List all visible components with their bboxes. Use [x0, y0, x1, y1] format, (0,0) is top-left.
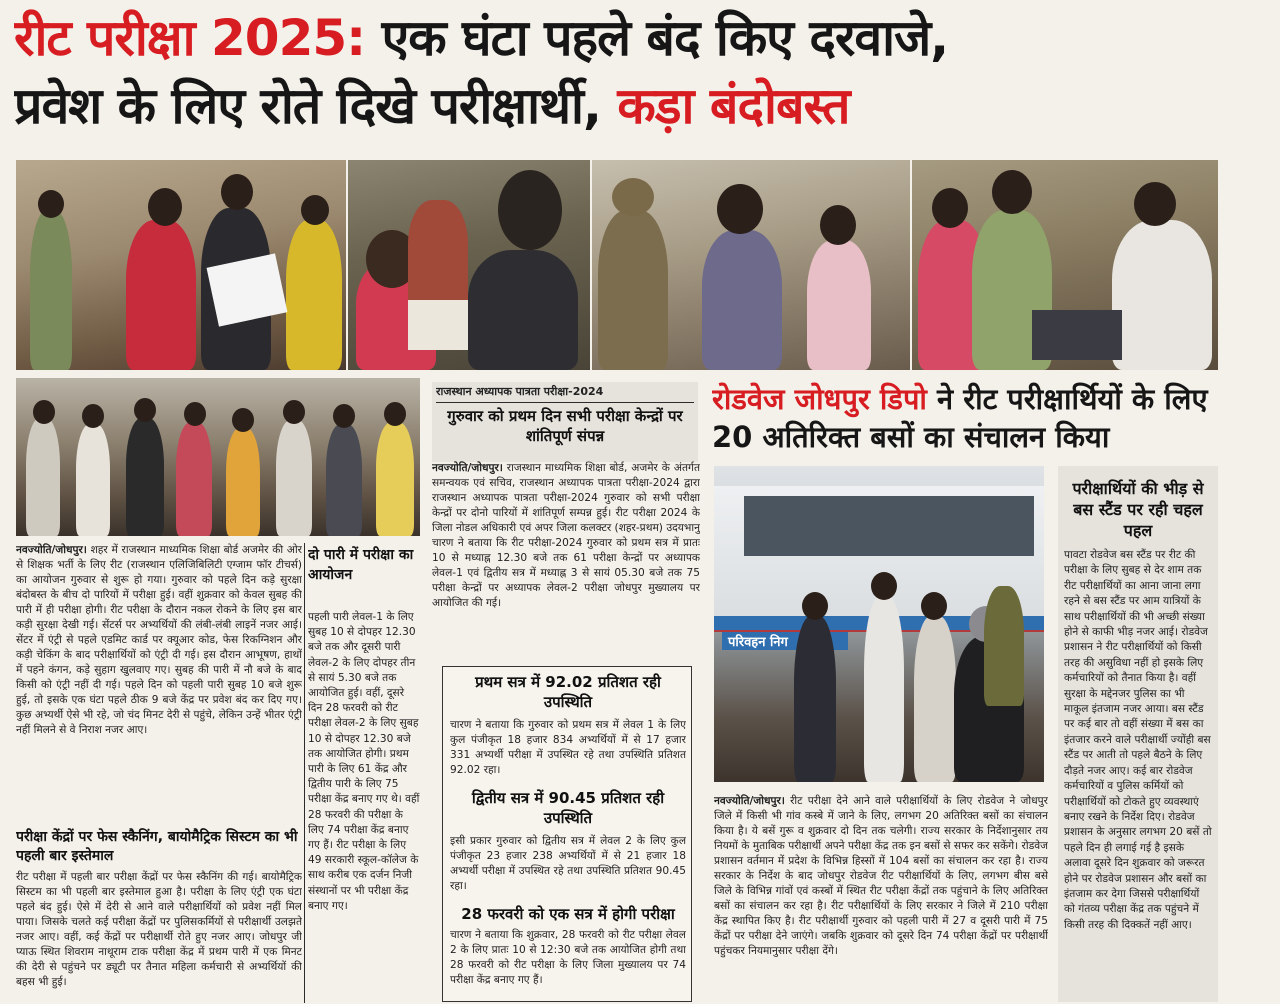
col2-left-rule — [304, 543, 305, 1003]
headline-red-1: रीट परीक्षा 2025: — [14, 9, 366, 67]
roadways-headline — [712, 380, 1212, 460]
col1-subhead: परीक्षा केंद्रों पर फेस स्कैनिंग, बायोमैट्रिक सिस्टम का भी पहली बार इस्तेमाल — [16, 829, 298, 864]
headline-line-1 — [14, 4, 1266, 72]
col1-dateline: नवज्योति/जोधपुर। — [16, 544, 87, 556]
col4-para: रीट परीक्षा देने आने वाले परीक्षार्थियों के लिए रोडवेज ने जोधपुर जिले में किसी भी गांव कस्बे में जाने के लिए, लगभग 20 अतिरिक्त बसों का संचालन किया है। ये बसें गुरू व शुक्रवार दो दिन तक चलेगी। राज्य सरकार के निर्देशानुसार तय नियमों के मुताबिक परीक्षार्थी अपने परीक्षा केंद्र तक इन बसों से सफर कर सकेंगे। रोडवेज प्रशासन वर्तमान में प्रदेश के विभिन्न हिस्सों में 104 बसों का संचालन कर रहा है। राज्य सरकार के निर्देश के बाद जोधपुर रोडवेज रीट परीक्षार्थियों के लिए, लगभग बीस बसे जिले के विभिन्न गांवों एवं कस्बों में स्थित रीट परीक्षा केंद्रों तक पहुंचाने के लिए अतिरिक्त बसों का संचालन कर रहा है। रीट परीक्षार्थियों के लिए सरकार ने जिले में 210 परीक्षा केंद्र स्थापित किए है। रीट परीक्षार्थी गुरुवार को पहली पारी में 27 व दूसरी पारी में 75 केंद्रों पर परीक्षा देने जाएंगे। जबकि शुक्रवार को दूसरे दिन 74 परीक्षा केंद्रों पर परीक्षार्थी पहुंचकर नियमानुसार परीक्षा देंगे। — [714, 795, 1048, 957]
col3-para: राजस्थान माध्यमिक शिक्षा बोर्ड, अजमेर के अंतर्गत समन्वयक एवं सचिव, राजस्थान अध्यापक पात्रता परीक्षा-2024 द्वारा राजस्थान अध्यापक पात्रता परीक्षा-2024 गुरुवार को सभी परीक्षा केन्द्रों पर दोनो पारियों में शांतिपूर्ण सम्पन्न हुई। रीट परीक्षा 2024 के जिला नोडल अधिकारी एवं अपर जिला कलक्टर (शहर-प्रथम) उदयभानु चारण ने बताया कि रीट परीक्षा-2024 गुरुवार को प्रथम सत्र में प्रातः 10 से मध्याह्न 12.30 बजे तक 61 परीक्षा केन्द्रों पर अध्यापक लेवल-1 एवं द्वितीय सत्र में मध्याह्न 3 से सायं 05.30 बजे तक 75 परीक्षा केन्द्रों पर अध्यापक लेवल-2 परीक्षा जोधपुर मुख्यालय पर आयोजित की गई। — [432, 462, 700, 609]
box3-body: चारण ने बताया कि शुक्रवार, 28 फरवरी को रीट परीक्षा लेवल 2 के लिए प्रातः 10 से 12:30 बजे तक आयोजित होगी तथा 28 फरवरी को रीट परीक्षा के लिए जिला मुख्यालय पर 74 परीक्षा केंद्र बनाए गए हैं। — [450, 929, 686, 986]
box2-title: द्वितीय सत्र में 90.45 प्रतिशत रही उपस्थिति — [471, 789, 665, 827]
headline-red-2: कड़ा बंदोबस्त — [617, 77, 850, 135]
col2-body: पहली पारी लेवल-1 के लिए सुबह 10 से दोपहर 12.30 बजे तक और दूसरी पारी लेवल-2 के लिए दोपहर तीन से सायं 5.30 बजे तक आयोजित हुई। वहीं, दूसरे दिन 28 फरवरी को रीट परीक्षा लेवल-2 के लिए सुबह 10 से दोपहर 12.30 बजे तक आयोजित होगी। प्रथम पारी के लिए 61 केंद्र और द्वितीय पारी के लिए 75 परीक्षा केंद्र बनाए गए थे। वहीं 28 फरवरी की परीक्षा के लिए 74 परीक्षा केंद्र बनाए गए हैं। रीट परीक्षा के लिए 49 सरकारी स्कूल-कॉलेज के साथ करीब एक दर्जन निजी संस्थानों पर भी परीक्षा केंद्र बनाए गए। — [308, 611, 420, 912]
roadways-headline-red: रोडवेज जोधपुर डिपो — [712, 382, 927, 416]
box1-body: चारण ने बताया कि गुरुवार को प्रथम सत्र में लेवल 1 के लिए कुल पंजीकृत 18 हजार 834 अभ्यर्थियों में से 17 हजार 331 अभ्यर्थी परीक्षा में उपस्थित रहे तथा उपस्थिति प्रतिशत 92.02 रहा। — [450, 719, 686, 776]
col3-intro — [432, 461, 700, 663]
col4-dateline: नवज्योति/जोधपुर। — [714, 795, 785, 807]
main-headline — [14, 4, 1266, 154]
col1-para2: रीट परीक्षा में पहली बार परीक्षा केंद्रों पर फेस स्कैनिंग की गई। बायोमैट्रिक सिस्टम का भी पहली बार इस्तेमाल हुआ है। परीक्षा के लिए एंट्री एक घंटा पहले बंद हुई। ऐसे में देरी से आने वाले परीक्षार्थियों को प्रवेश नहीं मिल पाया। जिसके चलते कई परीक्षा केंद्रों पर पुलिसकर्मियों से परीक्षार्थी उलझते नजर आए। वहीं, कई केंद्रों पर परीक्षार्थी रोते हुए नजर आए। जोधपुर जी प्याऊ स्थित शिवराम नाथूराम टाक परीक्षा केंद्र में प्रथम पारी में एक मिनट की देरी से पहुंचने पर ड्यूटी पर तैनात महिला कर्मचारी से अभ्यर्थियों की बहस भी हुई। — [16, 871, 302, 988]
box3-title: 28 फरवरी को एक सत्र में होगी परीक्षा — [461, 905, 675, 923]
col3-kicker-rule — [436, 402, 694, 403]
col2-heading: दो पारी में परीक्षा का आयोजन — [308, 547, 414, 583]
col5-heading: परीक्षार्थियों की भीड़ से बस स्टैंड पर रही चहल पहल — [1072, 479, 1204, 540]
col1-para1: शहर में राजस्थान माध्यमिक शिक्षा बोर्ड अजमेर की ओर से शिक्षक भर्ती के लिए रीट (राजस्थान एलिजिबिलिटी एग्जाम फॉर टीचर्स) का आयोजन गुरुवार से शुरू हो गया। गुरुवार को पहले दिन कड़े सुरक्षा बंदोबस्त के बीच दो पारियों में परीक्षा हुई। वहीं शुक्रवार को केवल सुबह की पारी में ही परीक्षा होगी। रीट परीक्षा के दौरान नकल रोकने के लिए इस बार कड़ी सुरक्षा देखी गई। सेंटर्स पर अभ्यर्थियों की लंबी-लंबी लाइनें नजर आई। सेंटर में एंट्री से पहले एडमिट कार्ड पर क्यूआर कोड, फेस रिकग्निशन और कड़ी चेकिंग के बाद परीक्षार्थियों को एंट्री दी गई। इस दौरान आभूषण, हाथों में पहने कंगन, कड़े सुहाग खुलवाए गए। सुबह की पारी में नौ बजे के बाद किसी को एंट्री नहीं दी गई। पहले दिन को पहली पारी सुबह 10 बजे शुरू हुई, तो इसके एक घंटा पहले ठीक 9 बजे केंद्र पर प्रवेश बंद कर दिए गए। कुछ अभ्यर्थी ऐसे भी रहे, जो चंद मिनट देरी से पहुंचे, लेकिन उन्हें भीतर एंट्री नहीं मिलने से वे निराश नजर आए। — [16, 544, 302, 736]
bus-sign: परिवहन निग — [722, 632, 848, 650]
bus-stand-photo — [714, 466, 1044, 782]
top-photo-1 — [16, 160, 346, 370]
top-photo-3 — [592, 160, 910, 370]
col3-deck: गुरुवार को प्रथम दिन सभी परीक्षा केन्द्रों पर शांतिपूर्ण संपन्न — [447, 407, 683, 445]
col3-kicker: राजस्थान अध्यापक पात्रता परीक्षा-2024 — [436, 385, 604, 398]
headline-line-2 — [14, 72, 1266, 140]
headline-black-1: एक घंटा पहले बंद किए दरवाजे, — [365, 9, 949, 67]
crowd-photo — [16, 378, 420, 536]
top-photo-4 — [912, 160, 1218, 370]
col1-intro — [16, 543, 302, 823]
col4-body — [714, 794, 1048, 1004]
top-photo-2 — [348, 160, 590, 370]
col3-dateline: नवज्योति/जोधपुर। — [432, 462, 503, 474]
col5-body: पावटा रोडवेज बस स्टैंड पर रीट की परीक्षा के लिए सुबह से देर शाम तक रीट परीक्षार्थियों का आना जाना लगा रहने से बस स्टैंड पर आम यात्रियों के साथ परीक्षार्थियों की भी अच्छी संख्या होने से काफी भीड़ नजर आई। रोडवेज प्रशासन ने रीट परीक्षार्थियों को किसी तरह की असुविधा नहीं हो इसके लिए कर्मचारियों को तैनात किया है। वहीं सुरक्षा के मद्देनजर पुलिस का भी माकूल इंतजाम नजर आया। बस स्टैंड पर कई बार तो वहीं संख्या में बस का इंतजार करने वाले परीक्षार्थी ज्योंही बस स्टैंड पर आती तो पहले बैठने के लिए दौड़ते नजर आए। कई बार रोडवेज कर्मचारियों व पुलिस कर्मियों को परीक्षार्थियों को टोकते हुए व्यवस्थाएं बनाए रखने के निर्देश दिए। रोडवेज प्रशासन के अनुसार लगभग 20 बसें तो पहले दिन ही लगाई गई है इसके अलावा दूसरे दिन शुक्रवार को जरूरत होने पर रोडवेज प्रशासन और बसों का इंतजाम कर देगा जिससे परीक्षार्थियों को गंतव्य परीक्षा केंद्र तक पहुंचने में किसी तरह की दिक्कतें नहीं आए। — [1064, 549, 1212, 931]
roadways-headline-black: ने रीट परीक्षार्थियों के लिए 20 अतिरिक्त बसों का संचालन किया — [712, 382, 1208, 454]
box1-title: प्रथम सत्र में 92.02 प्रतिशत रही उपस्थिति — [475, 673, 661, 711]
headline-black-2: प्रवेश के लिए रोते दिखे परीक्षार्थी, — [14, 77, 618, 135]
box2-body: इसी प्रकार गुरुवार को द्वितीय सत्र में लेवल 2 के लिए कुल पंजीकृत 23 हजार 238 अभ्यर्थियों में से 21 हजार 18 अभ्यर्थी परीक्षा में उपस्थित रहे तथा उपस्थिति प्रतिशत 90.45 रहा। — [450, 835, 686, 892]
